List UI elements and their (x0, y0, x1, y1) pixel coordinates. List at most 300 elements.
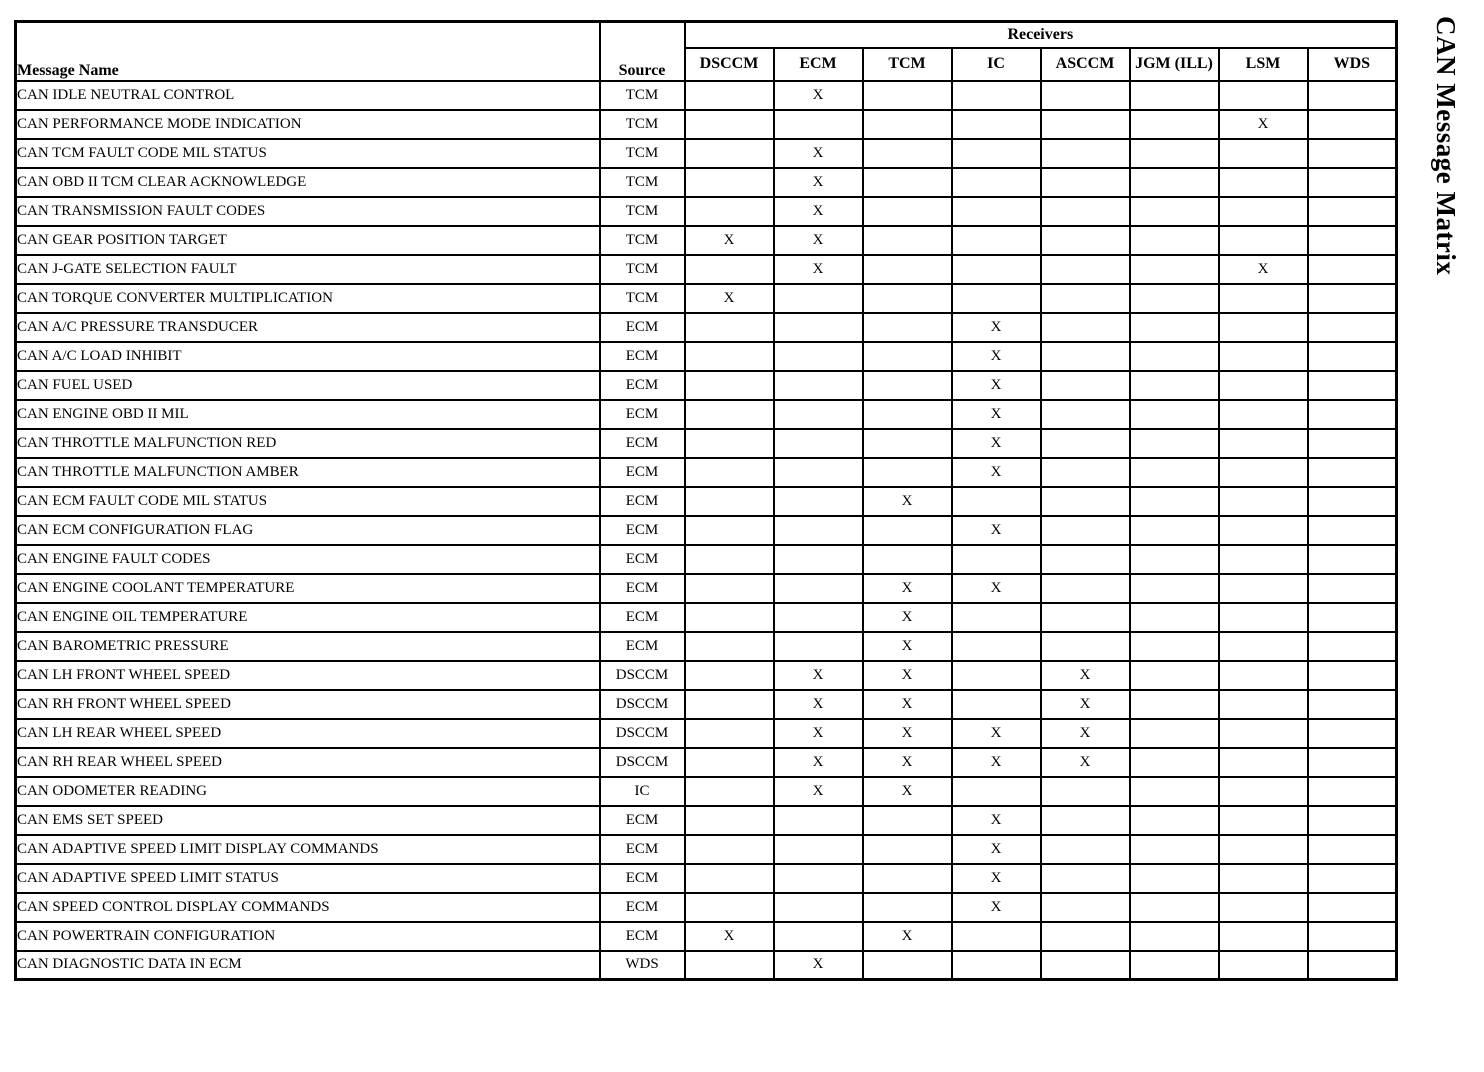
receiver-mark-cell (1308, 110, 1397, 139)
receiver-mark-cell (774, 922, 863, 951)
receiver-mark-cell: X (952, 342, 1041, 371)
receiver-column-header-lsm: LSM (1219, 48, 1308, 81)
receiver-mark-cell: X (774, 777, 863, 806)
source-cell: ECM (600, 574, 685, 603)
table-row (16, 313, 1397, 342)
receiver-mark-cell (863, 545, 952, 574)
message-name-cell: CAN PERFORMANCE MODE INDICATION (16, 110, 600, 139)
receiver-mark-cell: X (952, 313, 1041, 342)
receiver-mark-cell (774, 110, 863, 139)
receiver-mark-cell (863, 168, 952, 197)
receiver-mark-cell (774, 864, 863, 893)
message-name-cell: CAN ECM CONFIGURATION FLAG (16, 516, 600, 545)
receiver-mark-cell (685, 429, 774, 458)
receiver-mark-cell: X (774, 81, 863, 110)
receiver-mark-cell (1219, 284, 1308, 313)
receiver-mark-cell (863, 371, 952, 400)
receiver-mark-cell (1219, 922, 1308, 951)
receiver-mark-cell (685, 168, 774, 197)
receiver-mark-cell (1041, 516, 1130, 545)
receiver-mark-cell (1041, 632, 1130, 661)
receiver-mark-cell (685, 777, 774, 806)
receiver-mark-cell (952, 922, 1041, 951)
receivers-group-row (16, 22, 1397, 48)
receiver-mark-cell: X (863, 661, 952, 690)
receiver-mark-cell: X (863, 603, 952, 632)
receiver-mark-cell (685, 371, 774, 400)
receiver-mark-cell (863, 864, 952, 893)
receiver-mark-cell: X (1041, 690, 1130, 719)
receiver-mark-cell: X (1041, 719, 1130, 748)
receiver-mark-cell (1219, 487, 1308, 516)
receiver-mark-cell (774, 806, 863, 835)
message-name-cell: CAN EMS SET SPEED (16, 806, 600, 835)
receiver-mark-cell (774, 400, 863, 429)
receiver-mark-cell (1130, 864, 1219, 893)
table-row (16, 951, 1397, 980)
receiver-mark-cell (952, 951, 1041, 980)
receiver-mark-cell (1130, 835, 1219, 864)
receiver-mark-cell: X (774, 255, 863, 284)
receiver-mark-cell (1308, 371, 1397, 400)
table-row (16, 255, 1397, 284)
receiver-mark-cell: X (774, 719, 863, 748)
receiver-column-header-ic: IC (952, 48, 1041, 81)
receiver-mark-cell (1041, 429, 1130, 458)
receiver-mark-cell (952, 284, 1041, 313)
receiver-mark-cell: X (774, 197, 863, 226)
message-name-cell: CAN TORQUE CONVERTER MULTIPLICATION (16, 284, 600, 313)
table-row (16, 226, 1397, 255)
receiver-mark-cell (685, 139, 774, 168)
receiver-mark-cell (1219, 951, 1308, 980)
source-cell: ECM (600, 342, 685, 371)
receiver-mark-cell (1308, 168, 1397, 197)
source-cell: ECM (600, 429, 685, 458)
receiver-mark-cell: X (952, 516, 1041, 545)
receiver-mark-cell (863, 81, 952, 110)
receiver-mark-cell (1041, 226, 1130, 255)
source-cell: ECM (600, 864, 685, 893)
receiver-mark-cell (685, 313, 774, 342)
receiver-mark-cell (685, 603, 774, 632)
receiver-mark-cell (685, 951, 774, 980)
receiver-mark-cell (952, 139, 1041, 168)
receiver-mark-cell (1219, 458, 1308, 487)
receiver-mark-cell (1041, 342, 1130, 371)
receiver-mark-cell (1308, 603, 1397, 632)
table-row (16, 806, 1397, 835)
receiver-mark-cell (1308, 342, 1397, 371)
source-cell: ECM (600, 400, 685, 429)
receiver-mark-cell: X (952, 806, 1041, 835)
receiver-mark-cell (1308, 516, 1397, 545)
receiver-mark-cell (774, 313, 863, 342)
message-name-cell: CAN THROTTLE MALFUNCTION AMBER (16, 458, 600, 487)
receiver-mark-cell (1219, 777, 1308, 806)
receiver-mark-cell (1041, 313, 1130, 342)
receiver-mark-cell (952, 110, 1041, 139)
receiver-mark-cell (1308, 429, 1397, 458)
receiver-mark-cell (1219, 342, 1308, 371)
receiver-mark-cell (1219, 197, 1308, 226)
receiver-mark-cell (1219, 371, 1308, 400)
receiver-mark-cell (1130, 371, 1219, 400)
receiver-mark-cell (1130, 255, 1219, 284)
receiver-column-header-tcm: TCM (863, 48, 952, 81)
receiver-mark-cell (685, 342, 774, 371)
table-row (16, 81, 1397, 110)
receiver-mark-cell (1130, 313, 1219, 342)
source-cell: ECM (600, 313, 685, 342)
receiver-mark-cell (863, 458, 952, 487)
receiver-mark-cell (774, 574, 863, 603)
receiver-mark-cell (774, 632, 863, 661)
receiver-mark-cell: X (685, 284, 774, 313)
receiver-column-header-ecm: ECM (774, 48, 863, 81)
receiver-mark-cell (1308, 864, 1397, 893)
receiver-mark-cell (685, 719, 774, 748)
table-row (16, 516, 1397, 545)
receiver-mark-cell (863, 342, 952, 371)
source-cell: TCM (600, 255, 685, 284)
receiver-mark-cell (952, 603, 1041, 632)
receiver-mark-cell (1308, 574, 1397, 603)
source-cell: TCM (600, 284, 685, 313)
receiver-column-header-dsccm: DSCCM (685, 48, 774, 81)
receiver-mark-cell (863, 806, 952, 835)
receiver-mark-cell (1041, 545, 1130, 574)
receiver-mark-cell (685, 748, 774, 777)
receiver-mark-cell (1219, 516, 1308, 545)
message-name-cell: CAN IDLE NEUTRAL CONTROL (16, 81, 600, 110)
receiver-mark-cell (1130, 690, 1219, 719)
receiver-mark-cell: X (1219, 110, 1308, 139)
receiver-mark-cell (1130, 661, 1219, 690)
receiver-mark-cell (952, 661, 1041, 690)
receiver-mark-cell (1219, 864, 1308, 893)
table-header (16, 22, 1397, 81)
receiver-mark-cell (774, 458, 863, 487)
message-name-cell: CAN A/C PRESSURE TRANSDUCER (16, 313, 600, 342)
receiver-mark-cell (774, 284, 863, 313)
receiver-mark-cell: X (952, 371, 1041, 400)
receiver-mark-cell (1041, 197, 1130, 226)
receiver-mark-cell (685, 255, 774, 284)
receiver-mark-cell (952, 777, 1041, 806)
receiver-mark-cell (863, 197, 952, 226)
receiver-mark-cell (1308, 139, 1397, 168)
receiver-mark-cell (1130, 284, 1219, 313)
receiver-mark-cell (1130, 342, 1219, 371)
source-cell: TCM (600, 168, 685, 197)
receiver-mark-cell (952, 81, 1041, 110)
receiver-mark-cell (1130, 777, 1219, 806)
source-cell: ECM (600, 922, 685, 951)
message-name-cell: CAN LH FRONT WHEEL SPEED (16, 661, 600, 690)
receiver-mark-cell (774, 371, 863, 400)
receiver-mark-cell (685, 487, 774, 516)
receiver-mark-cell: X (1041, 748, 1130, 777)
receiver-mark-cell (685, 110, 774, 139)
receiver-mark-cell (1041, 893, 1130, 922)
source-cell: DSCCM (600, 748, 685, 777)
receiver-mark-cell (1308, 922, 1397, 951)
table-row (16, 574, 1397, 603)
receiver-mark-cell (952, 197, 1041, 226)
receiver-mark-cell (685, 81, 774, 110)
receiver-mark-cell (1130, 487, 1219, 516)
receiver-mark-cell (1308, 835, 1397, 864)
receiver-column-header-jgm: JGM (ILL) (1130, 48, 1219, 81)
message-name-cell: CAN ADAPTIVE SPEED LIMIT STATUS (16, 864, 600, 893)
table-row (16, 197, 1397, 226)
receiver-mark-cell (1308, 545, 1397, 574)
receiver-mark-cell (1130, 951, 1219, 980)
table-row (16, 400, 1397, 429)
receiver-mark-cell (1041, 458, 1130, 487)
receiver-mark-cell (1308, 893, 1397, 922)
receiver-mark-cell (1219, 893, 1308, 922)
table-row (16, 719, 1397, 748)
receiver-mark-cell (685, 632, 774, 661)
receiver-mark-cell (685, 574, 774, 603)
receiver-mark-cell (774, 603, 863, 632)
message-name-cell: CAN THROTTLE MALFUNCTION RED (16, 429, 600, 458)
source-cell: ECM (600, 893, 685, 922)
table-row (16, 835, 1397, 864)
message-name-cell: CAN J-GATE SELECTION FAULT (16, 255, 600, 284)
message-name-header: Message Name (16, 22, 600, 81)
receiver-mark-cell (1219, 835, 1308, 864)
table-row (16, 458, 1397, 487)
receiver-mark-cell (685, 690, 774, 719)
receiver-mark-cell (1041, 168, 1130, 197)
receiver-mark-cell (685, 835, 774, 864)
receiver-mark-cell (774, 893, 863, 922)
receiver-mark-cell (685, 400, 774, 429)
receiver-mark-cell (1041, 574, 1130, 603)
source-cell: TCM (600, 110, 685, 139)
source-cell: TCM (600, 197, 685, 226)
receiver-mark-cell (1041, 487, 1130, 516)
receiver-mark-cell: X (952, 574, 1041, 603)
receiver-mark-cell (1219, 226, 1308, 255)
receiver-mark-cell (685, 864, 774, 893)
receiver-mark-cell: X (774, 168, 863, 197)
receiver-mark-cell (952, 545, 1041, 574)
source-cell: ECM (600, 806, 685, 835)
receiver-mark-cell (1041, 864, 1130, 893)
receiver-mark-cell (1041, 139, 1130, 168)
source-cell: ECM (600, 516, 685, 545)
table-row (16, 864, 1397, 893)
table-row (16, 545, 1397, 574)
receiver-mark-cell (1130, 81, 1219, 110)
receiver-mark-cell (685, 661, 774, 690)
receiver-mark-cell: X (1041, 661, 1130, 690)
receiver-mark-cell (1130, 806, 1219, 835)
receiver-mark-cell (1219, 574, 1308, 603)
receiver-mark-cell (1219, 661, 1308, 690)
receiver-mark-cell (1308, 632, 1397, 661)
source-cell: ECM (600, 632, 685, 661)
receiver-mark-cell (685, 806, 774, 835)
receiver-mark-cell (1130, 748, 1219, 777)
source-cell: TCM (600, 81, 685, 110)
message-name-cell: CAN OBD II TCM CLEAR ACKNOWLEDGE (16, 168, 600, 197)
table-row (16, 487, 1397, 516)
receiver-mark-cell (685, 893, 774, 922)
receiver-mark-cell (863, 226, 952, 255)
receiver-mark-cell: X (685, 226, 774, 255)
receiver-mark-cell (1219, 603, 1308, 632)
receivers-group-header: Receivers (685, 22, 1397, 48)
receiver-mark-cell (774, 429, 863, 458)
message-name-cell: CAN ENGINE FAULT CODES (16, 545, 600, 574)
table-row (16, 603, 1397, 632)
receiver-mark-cell (1130, 922, 1219, 951)
message-name-cell: CAN A/C LOAD INHIBIT (16, 342, 600, 371)
receiver-mark-cell (1308, 313, 1397, 342)
receiver-mark-cell (1041, 110, 1130, 139)
receiver-mark-cell (1041, 255, 1130, 284)
receiver-mark-cell (1130, 400, 1219, 429)
receiver-mark-cell (1130, 110, 1219, 139)
receiver-mark-cell: X (952, 893, 1041, 922)
receiver-mark-cell (1130, 139, 1219, 168)
receiver-mark-cell (1130, 603, 1219, 632)
table-row (16, 139, 1397, 168)
table-row (16, 429, 1397, 458)
receiver-mark-cell (1219, 400, 1308, 429)
message-name-cell: CAN ENGINE OIL TEMPERATURE (16, 603, 600, 632)
source-cell: ECM (600, 458, 685, 487)
receiver-mark-cell (863, 835, 952, 864)
message-name-cell: CAN TRANSMISSION FAULT CODES (16, 197, 600, 226)
table-row (16, 661, 1397, 690)
receiver-mark-cell (1130, 574, 1219, 603)
table-row (16, 371, 1397, 400)
receiver-mark-cell (685, 516, 774, 545)
receiver-mark-cell (952, 255, 1041, 284)
receiver-mark-cell (863, 429, 952, 458)
receiver-mark-cell: X (952, 748, 1041, 777)
receiver-mark-cell (1308, 951, 1397, 980)
message-name-cell: CAN LH REAR WHEEL SPEED (16, 719, 600, 748)
receiver-mark-cell (863, 139, 952, 168)
receiver-mark-cell (1130, 458, 1219, 487)
message-name-cell: CAN RH REAR WHEEL SPEED (16, 748, 600, 777)
source-header: Source (600, 22, 685, 81)
message-name-cell: CAN POWERTRAIN CONFIGURATION (16, 922, 600, 951)
receiver-mark-cell: X (863, 690, 952, 719)
message-name-cell: CAN SPEED CONTROL DISPLAY COMMANDS (16, 893, 600, 922)
receiver-mark-cell: X (952, 458, 1041, 487)
source-cell: DSCCM (600, 661, 685, 690)
receiver-mark-cell (1219, 168, 1308, 197)
message-name-cell: CAN BAROMETRIC PRESSURE (16, 632, 600, 661)
source-cell: DSCCM (600, 719, 685, 748)
receiver-mark-cell (1219, 81, 1308, 110)
receiver-mark-cell (863, 893, 952, 922)
message-name-cell: CAN FUEL USED (16, 371, 600, 400)
receiver-mark-cell: X (863, 719, 952, 748)
receiver-mark-cell (1308, 81, 1397, 110)
receiver-mark-cell (774, 516, 863, 545)
source-cell: WDS (600, 951, 685, 980)
source-cell: TCM (600, 139, 685, 168)
receiver-mark-cell (1130, 516, 1219, 545)
receiver-mark-cell (1219, 139, 1308, 168)
receiver-mark-cell: X (1219, 255, 1308, 284)
source-cell: ECM (600, 835, 685, 864)
message-name-cell: CAN ODOMETER READING (16, 777, 600, 806)
table-row (16, 748, 1397, 777)
message-name-cell: CAN DIAGNOSTIC DATA IN ECM (16, 951, 600, 980)
receiver-mark-cell (1308, 719, 1397, 748)
receiver-mark-cell (774, 487, 863, 516)
table-row (16, 893, 1397, 922)
receiver-mark-cell (1130, 197, 1219, 226)
receiver-mark-cell: X (685, 922, 774, 951)
receiver-mark-cell (1130, 893, 1219, 922)
receiver-mark-cell: X (863, 632, 952, 661)
receiver-mark-cell: X (863, 574, 952, 603)
receiver-mark-cell (952, 226, 1041, 255)
source-cell: IC (600, 777, 685, 806)
receiver-mark-cell (1130, 632, 1219, 661)
source-cell: DSCCM (600, 690, 685, 719)
receiver-mark-cell (1219, 429, 1308, 458)
receiver-mark-cell (863, 516, 952, 545)
receiver-mark-cell (1041, 400, 1130, 429)
receiver-mark-cell: X (863, 748, 952, 777)
source-cell: TCM (600, 226, 685, 255)
receiver-mark-cell (1308, 284, 1397, 313)
receiver-column-header-wds: WDS (1308, 48, 1397, 81)
receiver-mark-cell (863, 313, 952, 342)
receiver-mark-cell (1130, 168, 1219, 197)
source-cell: ECM (600, 603, 685, 632)
receiver-mark-cell (1041, 371, 1130, 400)
table-row (16, 632, 1397, 661)
vertical-page-title: CAN Message Matrix (1431, 16, 1461, 276)
receiver-mark-cell (685, 545, 774, 574)
receiver-mark-cell (1219, 545, 1308, 574)
receiver-mark-cell: X (774, 748, 863, 777)
receiver-mark-cell: X (952, 429, 1041, 458)
receiver-mark-cell: X (774, 226, 863, 255)
receiver-mark-cell (1041, 603, 1130, 632)
receiver-mark-cell (1308, 690, 1397, 719)
receiver-mark-cell (1308, 458, 1397, 487)
receiver-mark-cell (1219, 313, 1308, 342)
table-row (16, 777, 1397, 806)
receiver-mark-cell: X (863, 487, 952, 516)
receiver-mark-cell (774, 835, 863, 864)
receiver-mark-cell (1308, 197, 1397, 226)
receiver-mark-cell (685, 197, 774, 226)
receiver-mark-cell (952, 632, 1041, 661)
table-row (16, 168, 1397, 197)
receiver-mark-cell (1308, 487, 1397, 516)
receiver-mark-cell (1130, 719, 1219, 748)
receiver-mark-cell (1219, 690, 1308, 719)
table-row (16, 922, 1397, 951)
receiver-mark-cell (863, 110, 952, 139)
receiver-mark-cell: X (952, 835, 1041, 864)
